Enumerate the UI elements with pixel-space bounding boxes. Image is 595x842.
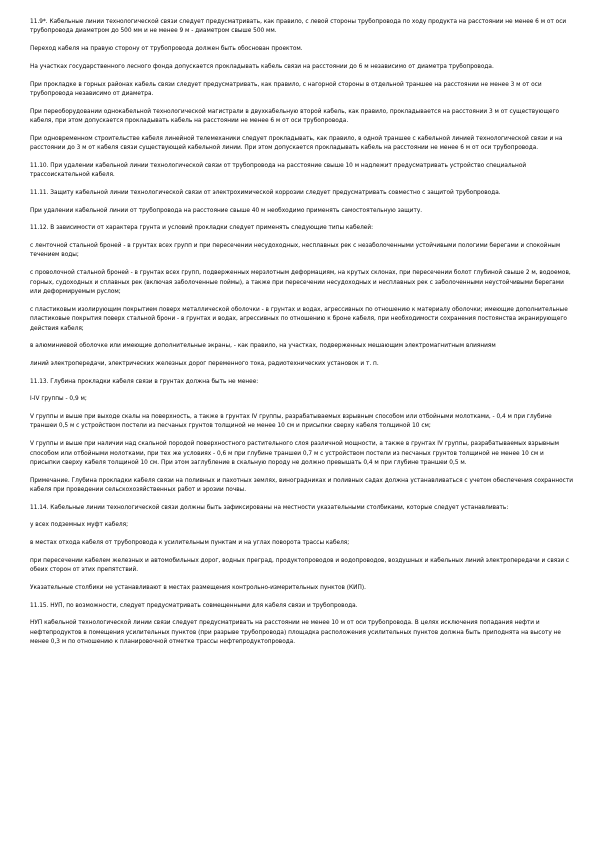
paragraph: При одновременном строительстве кабеля линейной телемеханики следует прокладывать, как правило, в одной траншее с кабельной линией технологической связи и на расстоянии до 3 м от кабеля связи существующей кабельной линии. При этом допускается прокладывать кабель на расстоянии не менее 6 м от оси трубопровода. [30,135,563,152]
paragraph: При переоборудовании однокабельной технологической магистрали в двухкабельную второй кабель, как правило, прокладывается на расстоянии 3 м от существующего кабеля, при этом допускается прокладывать кабель на расстоянии не менее 6 м от оси трубопровода. [30,108,560,125]
paragraph: НУП кабельной технологической линии связи следует предусматривать на расстоянии не менее 10 м от оси трубопровода. В целях исключения попадания нефти и нефтепродуктов в помещения усилительных пунктов (при разрыве трубопровода) площадка расположения усилительных пунктов должна быть приподнята на высоту не менее 0,3 м по отношению к планировочной отметке трассы нефтепродуктопровода. [30,620,561,646]
paragraph: V группы и выше при выходе скалы на поверхность, а также в грунтах IV группы, разрабатываемых взрывным способом или отбойными молотками, - 0,4 м при глубине траншеи 0,5 м с устройством постели из песчаных грунтов толщиной не менее 10 см и присыпки сверху кабеля толщиной 10 см; [30,414,552,430]
paragraph: 11.11. Защиту кабельной линии технологической связи от электрохимической коррозии следует предусматривать совместно с защитой трубопровода. [30,189,501,196]
paragraph: Указательные столбики не устанавливают в местах размещения контрольно-измерительных пунктов (КИП). [30,584,366,591]
paragraph: в алюминиевой оболочке или имеющие дополнительные экраны, - как правило, на участках, подверженных мешающим электромагнитным влияниям [30,343,496,350]
paragraph: I-IV группы - 0,9 м; [30,396,87,403]
paragraph: Примечание. Глубина прокладки кабеля связи на поливных и пахотных землях, виноградниках и поливных садах должна устанавливаться с учетом обеспечения сохранности кабеля при проведении сельскохозяйственных работ и эрозии почвы. [30,477,573,494]
paragraph: При прокладке в горных районах кабель связи следует предусматривать, как правило, с нагорной стороны в отдельной траншее на расстоянии не менее 3 м от оси трубопровода независимо от диаметра. [30,81,542,97]
paragraph: При удалении кабельной линии от трубопровода на расстояние свыше 40 м необходимо применять самостоятельную защиту. [30,207,423,214]
paragraph: 11.9*. Кабельные линии технологической связи следует предусматривать, как правило, с левой стороны трубопровода по ходу продукта на расстоянии не менее 6 м от оси трубопровода диаметром до 500 мм и не менее 9 м - диаметром свыше 500 мм. [30,19,567,35]
paragraph: V группы и выше при наличии над скальной породой поверхностного растительного слоя различной мощности, а также в грунтах IV группы, разрабатываемых взрывным способом или отбойными молотками, при тех же условиях - 0,6 м при глубине траншеи 0,7 м с устройством постели из песчаных грунтов толщиной не менее 10 см и присыпки сверху кабеля толщиной 10 см. При этом заглубление в скальную породу не должно превышать 0,4 м при глубине траншеи 0,5 м. [30,441,560,466]
paragraph: На участках государственного лесного фонда допускается прокладывать кабель связи на расстоянии до 6 м независимо от диаметра трубопровода. [30,63,494,70]
paragraph: с ленточной стальной броней - в грунтах всех групп и при пересечении несудоходных, несплавных рек с незаболоченными устойчивыми пологими берегами и спокойным течением воды; [30,243,561,259]
paragraph: у всех подземных муфт кабеля; [30,522,129,529]
paragraph: 11.14. Кабельные линии технологической связи должны быть зафиксированы на местности указательными столбиками, которые следует устанавливать: [30,504,509,511]
paragraph: 11.15. НУП, по возможности, следует предусматривать совмещенными для кабеля связи и трубопровода. [30,602,358,609]
paragraph: 11.10. При удалении кабельной линии технологической связи от трубопровода на расстояние свыше 10 м надлежит предусматривать устройство специальной трассоискательной кабеля. [30,162,527,179]
paragraph: 11.12. В зависимости от характера грунта и условий прокладки следует применять следующие типы кабелей: [30,225,374,232]
paragraph: при пересечении кабелем железных и автомобильных дорог, водных преград, продуктопроводов и водопроводов, воздушных и кабельных линий электропередачи и связи с обеих сторон от этих препятствий. [30,557,570,574]
paragraph: с проволочной стальной броней - в грунтах всех групп, подверженных мерзлотным деформациям, на крутых склонах, при пересечении болот глубиной свыше 2 м, водоемов, горных, судоходных и сплавных рек (включая заболоченные поймы), а также при пересечении несудоходных и несплавных рек с заболоченными неустойчивыми берегами или деформируемым руслом; [30,270,571,295]
paragraph: с пластиковым изолирующим покрытием поверх металлической оболочки - в грунтах и водах, агрессивных по отношению к материалу оболочки; имеющие дополнительные пластиковые покрытия поверх стальной брони - в грунтах и водах, агрессивных по отношению к броне кабеля, при необходимости сохранения постоянства экранирующего действия кабеля; [30,306,568,332]
paragraph: в местах отхода кабеля от трубопровода к усилительным пунктам и на углах поворота трассы кабеля; [30,540,350,547]
paragraph: линий электропередачи, электрических железных дорог переменного тока, радиотехнических установок и т. п. [30,360,379,367]
paragraph: 11.13. Глубина прокладки кабеля связи в грунтах должна быть не менее: [30,378,259,385]
paragraph: Переход кабеля на правую сторону от трубопровода должен быть обоснован проектом. [30,46,303,53]
